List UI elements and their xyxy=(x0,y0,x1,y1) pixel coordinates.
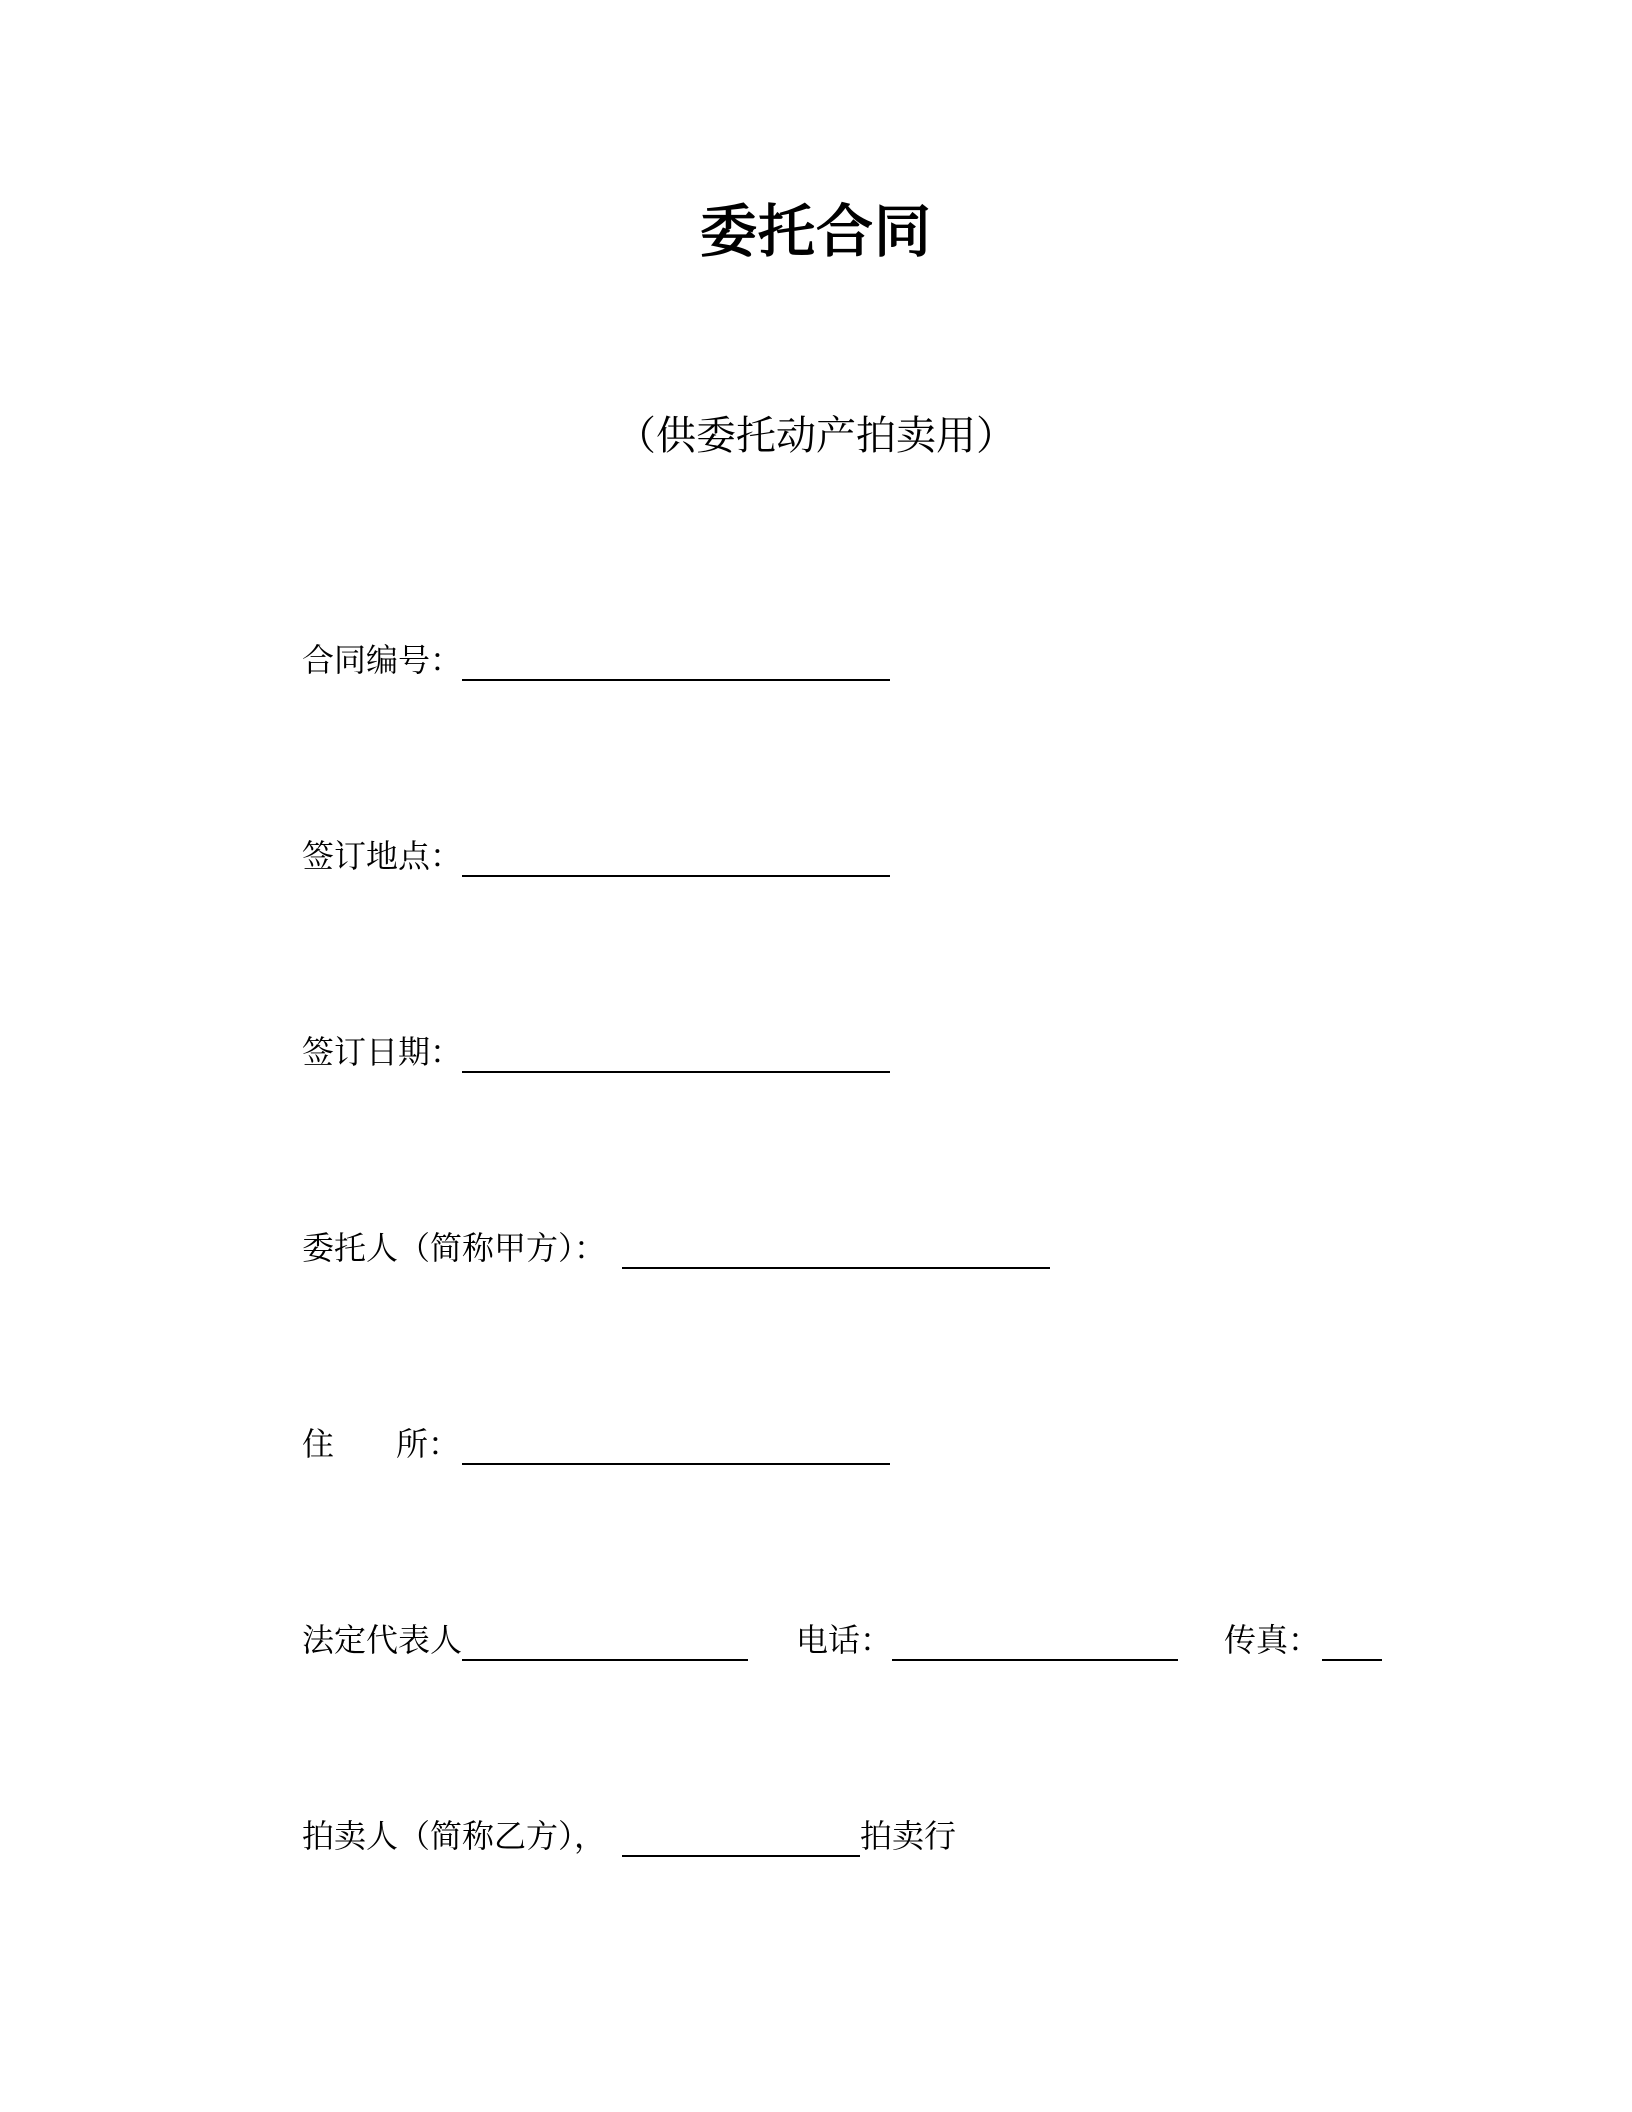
document-subtitle: （供委托动产拍卖用） xyxy=(616,413,1016,459)
phone-blank[interactable] xyxy=(892,1659,1178,1661)
legal-representative-blank[interactable] xyxy=(462,1659,748,1661)
principal-label: 委托人（简称甲方）： xyxy=(302,1229,607,1267)
phone-label: 电话： xyxy=(796,1621,893,1659)
legal-representative-label: 法定代表人 xyxy=(302,1621,463,1659)
document-title: 委托合同 xyxy=(700,199,932,265)
signing-date-label: 签订日期： xyxy=(302,1033,463,1071)
auctioneer-blank[interactable] xyxy=(622,1855,860,1857)
auctioneer-label: 拍卖人（简称乙方）， xyxy=(302,1817,607,1855)
address-label-part1: 住 xyxy=(302,1425,335,1463)
fax-blank[interactable] xyxy=(1322,1659,1382,1661)
signing-place-blank[interactable] xyxy=(462,875,890,877)
contract-number-blank[interactable] xyxy=(462,679,890,681)
fax-label: 传真： xyxy=(1224,1621,1321,1659)
contract-number-label: 合同编号： xyxy=(302,641,463,679)
address-label-part2: 所： xyxy=(396,1425,461,1463)
signing-date-blank[interactable] xyxy=(462,1071,890,1073)
principal-blank[interactable] xyxy=(622,1267,1050,1269)
address-blank[interactable] xyxy=(462,1463,890,1465)
auction-house-suffix: 拍卖行 xyxy=(860,1817,957,1855)
signing-place-label: 签订地点： xyxy=(302,837,463,875)
